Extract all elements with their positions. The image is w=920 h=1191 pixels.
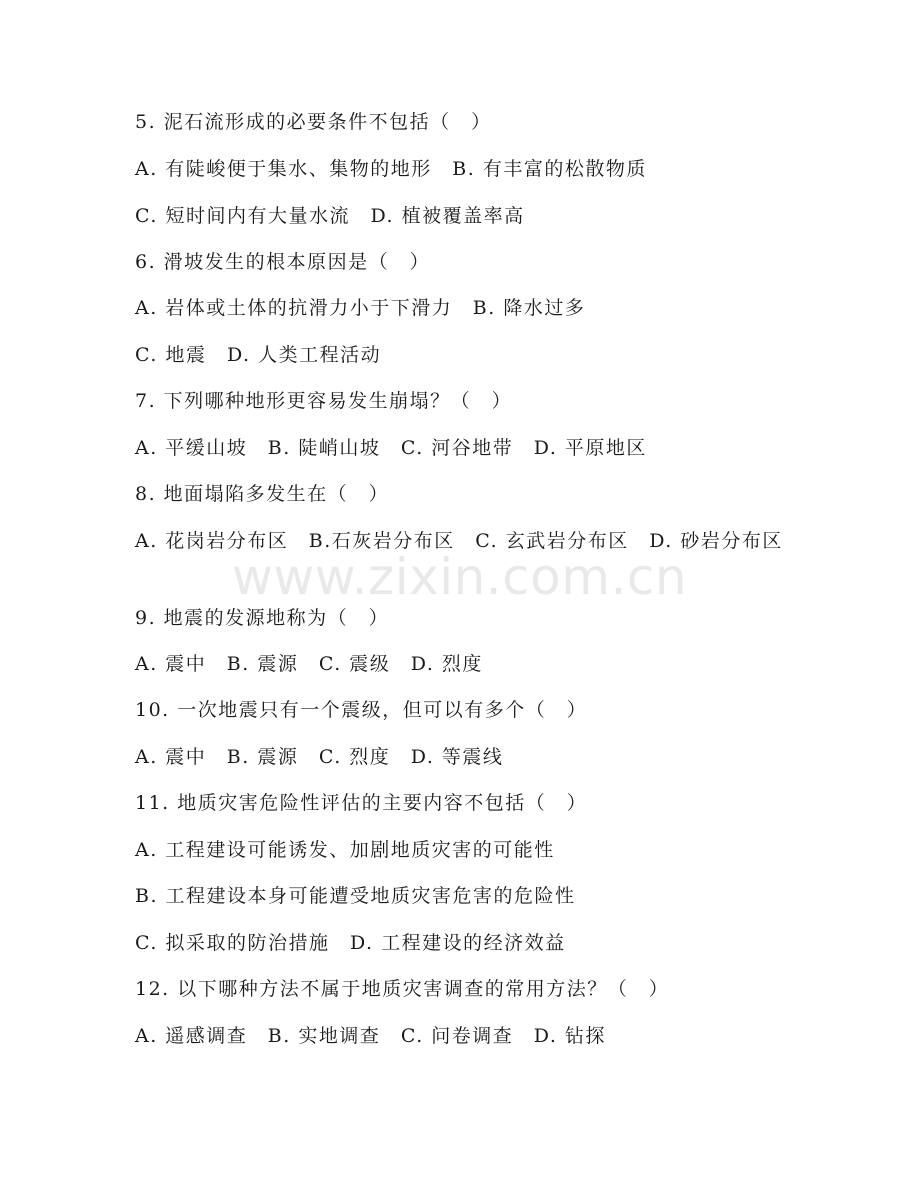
question-11-text: 11. 地质灾害危险性评估的主要内容不包括（ ）: [135, 792, 588, 814]
question-9-text: 9. 地震的发源地称为（ ）: [135, 607, 390, 629]
question-11-options-cd: C. 拟采取的防治措施 D. 工程建设的经济效益: [135, 932, 566, 954]
question-9-options: A. 震中 B. 震源 C. 震级 D. 烈度: [135, 653, 483, 675]
question-12-text: 12. 以下哪种方法不属于地质灾害调查的常用方法？（ ）: [135, 978, 670, 1000]
question-12-options: A. 遥感调查 B. 实地调查 C. 问卷调查 D. 钻探: [135, 1025, 606, 1047]
question-5-options-cd: C. 短时间内有大量水流 D. 植被覆盖率高: [135, 205, 525, 227]
question-11-option-b: B. 工程建设本身可能遭受地质灾害危害的危险性: [135, 885, 576, 907]
watermark: www.zixin.com.cn: [232, 548, 688, 606]
question-7-options: A. 平缓山坡 B. 陡峭山坡 C. 河谷地带 D. 平原地区: [135, 437, 647, 459]
question-7-text: 7. 下列哪种地形更容易发生崩塌？（ ）: [135, 390, 513, 412]
question-6-options-cd: C. 地震 D. 人类工程活动: [135, 344, 382, 366]
question-11-option-a: A. 工程建设可能诱发、加剧地质灾害的可能性: [135, 839, 555, 861]
question-5-text: 5. 泥石流形成的必要条件不包括（ ）: [135, 111, 492, 133]
question-6-options-ab: A. 岩体或土体的抗滑力小于下滑力 B. 降水过多: [135, 297, 586, 319]
question-5-options-ab: A. 有陡峻便于集水、集物的地形 B. 有丰富的松散物质: [135, 158, 647, 180]
question-10-text: 10. 一次地震只有一个震级，但可以有多个（ ）: [135, 699, 588, 721]
question-6-text: 6. 滑坡发生的根本原因是（ ）: [135, 251, 431, 273]
question-8-options: A. 花岗岩分布区 B.石灰岩分布区 C. 玄武岩分布区 D. 砂岩分布区: [135, 530, 783, 552]
question-10-options: A. 震中 B. 震源 C. 烈度 D. 等震线: [135, 746, 504, 768]
question-8-text: 8. 地面塌陷多发生在（ ）: [135, 483, 390, 505]
